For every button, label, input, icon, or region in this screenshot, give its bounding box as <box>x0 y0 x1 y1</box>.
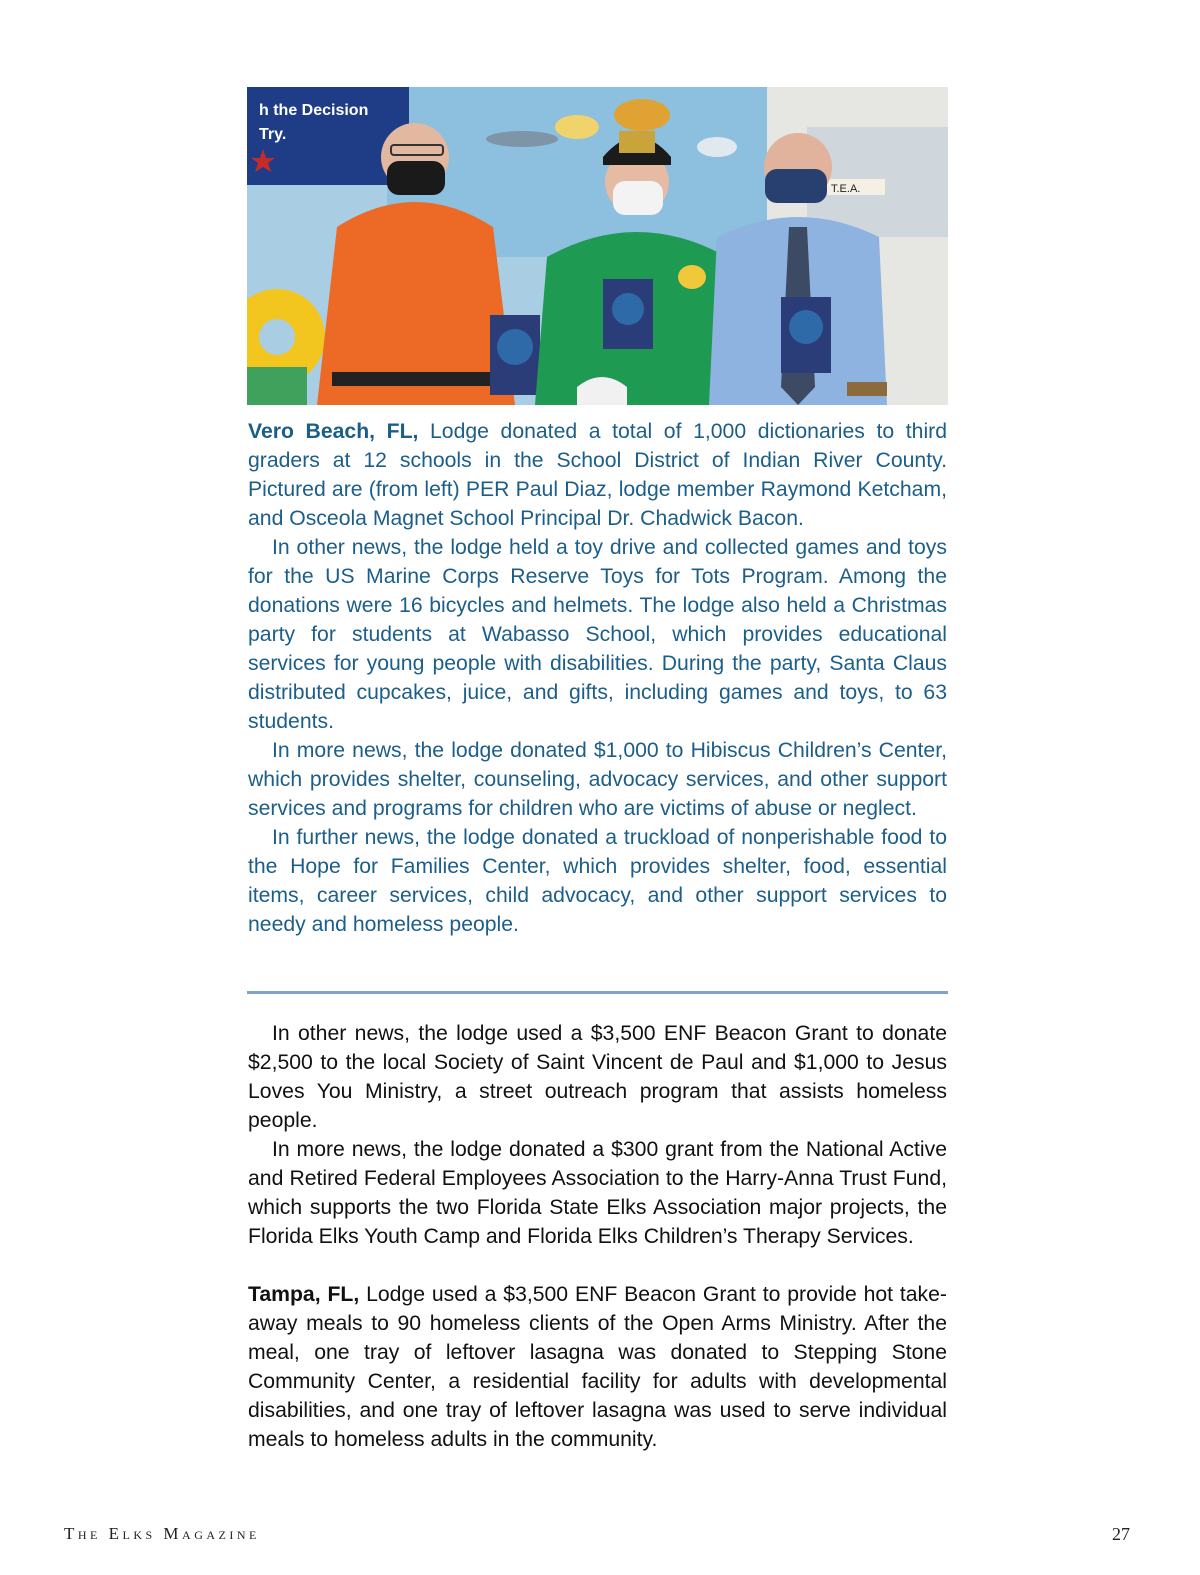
caption-paragraph-3: In more news, the lodge donated $1,000 to Hibiscus Children’s Center, which provides shelter, counseling, advocacy services, and other support services and programs for children who are victims of abuse or neglect. <box>248 739 947 820</box>
poster-line-1: h the Decision <box>259 102 369 119</box>
caption-paragraph-4: In further news, the lodge donated a truckload of nonperishable food to the Hope for Families Center, which provides shelter, food, essential items, career services, child advocacy, and other support services to needy and homeless people. <box>248 826 947 936</box>
page-number: 27 <box>1112 1524 1130 1544</box>
magazine-name: The Elks Magazine <box>64 1524 260 1543</box>
photo-caption <box>248 417 947 939</box>
caption-paragraph-1 <box>248 417 947 533</box>
section-divider <box>247 991 948 994</box>
tampa-paragraph <box>248 1280 947 1454</box>
photo-image <box>247 87 948 405</box>
caption-lead: Vero Beach, FL, <box>248 420 419 443</box>
tampa-lead: Tampa, FL, <box>248 1283 360 1306</box>
paragraph-spacer <box>248 1251 947 1280</box>
caption-paragraph-2: In other news, the lodge held a toy drive and collected games and toys for the US Marine Corps Reserve Toys for Tots Program. Among the donations were 16 bicycles and helmets. The lodge also held a Christmas party for students at Wabasso School, which provides educational services for young people with disabilities. During the party, Santa Claus distributed cupcakes, juice, and gifts, including games and toys, to 63 students. <box>248 536 947 733</box>
caption-p1-text: Lodge donated a total of 1,000 dictionaries to third graders at 12 schools in the School District of Indian River County. Pictured are (from left) PER Paul Diaz, lodge member Raymond Ketcham, and Osceola Magnet School Principal Dr. Chadwick Bacon. <box>248 420 947 530</box>
body-paragraph-2: In more news, the lodge donated a $300 grant from the National Active and Retired Federal Employees Association to the Harry-Anna Trust Fund, which supports the two Florida State Elks Association major projects, the Florida Elks Youth Camp and Florida Elks Children’s Therapy Services. <box>248 1138 947 1248</box>
sign-text: T.E.A. <box>831 183 861 195</box>
article-body <box>248 1019 947 1454</box>
poster-line-2: Try. <box>259 126 287 143</box>
tampa-text: Lodge used a $3,500 ENF Beacon Grant to provide hot take-away meals to 90 homeless clients of the Open Arms Ministry. After the meal, one tray of leftover lasagna was donated to Stepping Stone Community Center, a residential facility for adults with developmental disabilities, and one tray of leftover lasagna was used to serve individual meals to homeless adults in the community. <box>248 1283 947 1451</box>
body-paragraph-1: In other news, the lodge used a $3,500 ENF Beacon Grant to donate $2,500 to the local Society of Saint Vincent de Paul and $1,000 to Jesus Loves You Ministry, a street outreach program that assists homeless people. <box>248 1022 947 1132</box>
